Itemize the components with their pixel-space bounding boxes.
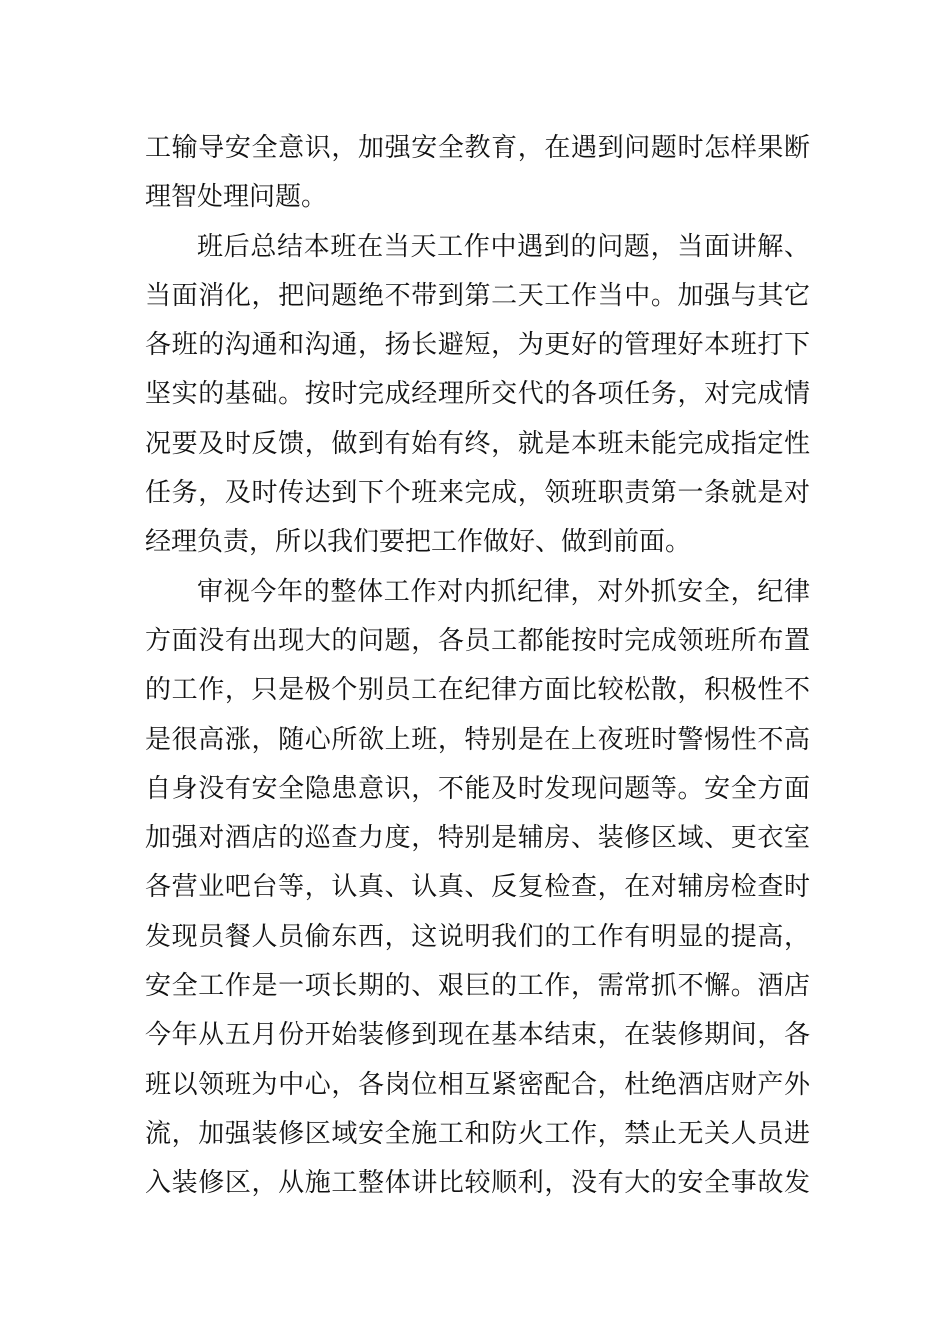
text-line: 发现员餐人员偷东西，这说明我们的工作有明显的提高， xyxy=(145,921,810,952)
text-line: 今年从五月份开始装修到现在基本结束，在装修期间，各 xyxy=(145,1020,810,1051)
text-line: 入装修区，从施工整体讲比较顺利，没有大的安全事故发 xyxy=(145,1168,810,1199)
body-text xyxy=(145,124,810,1209)
text-line: 各班的沟通和沟通，扬长避短，为更好的管理好本班打下 xyxy=(145,330,810,361)
text-line: 方面没有出现大的问题，各员工都能按时完成领班所布置 xyxy=(145,625,810,656)
text-line: 安全工作是一项长期的、艰巨的工作，需常抓不懈。酒店 xyxy=(145,971,810,1002)
text-line: 是很高涨，随心所欲上班，特别是在上夜班时警惕性不高 xyxy=(145,724,810,755)
text-line: 当面消化，把问题绝不带到第二天工作当中。加强与其它 xyxy=(145,280,810,311)
text-line: 审视今年的整体工作对内抓纪律，对外抓安全，纪律 xyxy=(197,576,810,607)
text-line: 班后总结本班在当天工作中遇到的问题，当面讲解、 xyxy=(197,231,810,262)
text-line: 况要及时反馈，做到有始有终，就是本班未能完成指定性 xyxy=(145,428,810,459)
text-line: 流，加强装修区域安全施工和防火工作，禁止无关人员进 xyxy=(145,1118,810,1149)
text-line: 工输导安全意识，加强安全教育，在遇到问题时怎样果断 xyxy=(145,133,810,163)
text-line: 理智处理问题。 xyxy=(145,182,328,213)
text-line: 的工作，只是极个别员工在纪律方面比较松散，积极性不 xyxy=(145,675,810,706)
text-line: 班以领班为中心，各岗位相互紧密配合，杜绝酒店财产外 xyxy=(145,1069,810,1100)
text-line: 各营业吧台等，认真、认真、反复检查，在对辅房检查时 xyxy=(145,872,810,903)
text-line: 坚实的基础。按时完成经理所交代的各项任务，对完成情 xyxy=(145,379,810,410)
text-line: 加强对酒店的巡查力度，特别是辅房、装修区域、更衣室 xyxy=(145,823,810,854)
text-line: 任务，及时传达到下个班来完成，领班职责第一条就是对 xyxy=(145,478,810,509)
text-line: 经理负责，所以我们要把工作做好、做到前面。 xyxy=(145,527,692,558)
text-line: 自身没有安全隐患意识，不能及时发现问题等。安全方面 xyxy=(145,773,810,804)
